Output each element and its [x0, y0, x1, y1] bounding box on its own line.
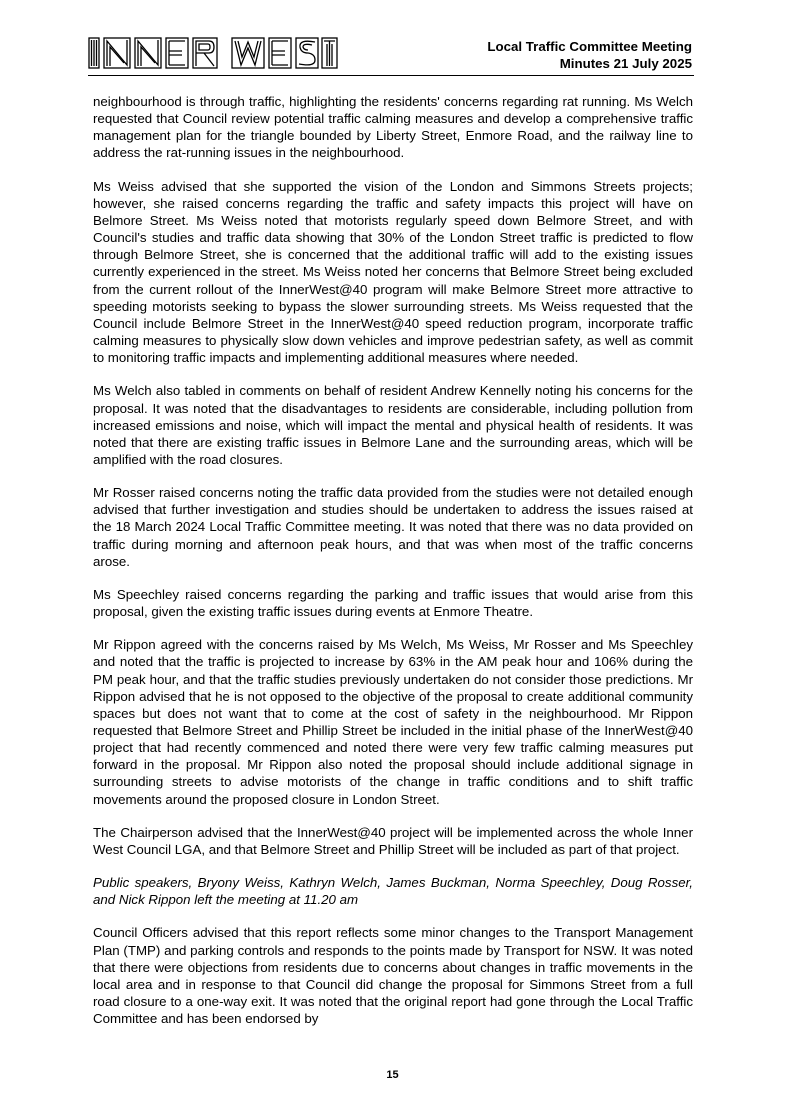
header-meeting-info	[487, 38, 692, 72]
page-header	[0, 0, 785, 80]
header-divider	[88, 75, 694, 76]
paragraph: Mr Rosser raised concerns noting the traffic data provided from the studies were not detailed enough advised that further investigation and studies should be undertaken to address the issues raised at the 18 March 2024 Local Traffic Committee meeting. It was noted that there was no data provided on traffic during morning and afternoon peak hours, and that was when most of the traffic concerns arose.	[93, 485, 693, 569]
paragraph: neighbourhood is through traffic, highlighting the residents' concerns regarding rat running. Ms Welch requested that Council review potential traffic calming measures and develop a comprehensive traffic management plan for the triangle bounded by Liberty Street, Enmore Road, and the railway line to address the rat-running issues in the neighbourhood.	[93, 94, 693, 161]
paragraph: Ms Speechley raised concerns regarding the parking and traffic issues that would arise from this proposal, given the existing traffic issues during events at Enmore Theatre.	[93, 586, 693, 620]
inner-west-logo	[88, 36, 338, 70]
logo-graphic	[88, 36, 338, 70]
italic-note-paragraph: Public speakers, Bryony Weiss, Kathryn Welch, James Buckman, Norma Speechley, Doug Rosser, and Nick Rippon left the meeting at 11.20 am	[93, 875, 693, 908]
paragraph: Mr Rippon agreed with the concerns raised by Ms Welch, Ms Weiss, Mr Rosser and Ms Speechley and noted that the traffic is projected to increase by 63% in the AM peak hour and 106% during the PM peak hour, and that the traffic studies previously undertaken do not consider those predictions. Mr Rippon advised that he is not opposed to the objective of the proposal to create additional community spaces but does not want that to come at the cost of safety in the neighbourhood. Mr Rippon requested that Belmore Street and Phillip Street be included in the initial phase of the InnerWest@40 project that had recently commenced and noted there were very few traffic calming measures put forward in the proposal. Mr Rippon also noted the proposal should include additional signage in surrounding streets to advise motorists of the change in traffic conditions and to shift traffic movements around the proposed closure in London Street.	[93, 637, 693, 807]
paragraph: Council Officers advised that this report reflects some minor changes to the Transport Management Plan (TMP) and parking controls and responds to the points made by Transport for NSW. It was noted that there were objections from residents due to concerns about changes in traffic movements in the local area and in response to that Council did change the proposal for Simmons Street from a full road closure to a one-way exit. It was noted that the original report had gone through the Local Traffic Committee and has been endorsed by	[93, 925, 693, 1027]
paragraph: Ms Weiss advised that she supported the vision of the London and Simmons Streets projects; however, she raised concerns regarding the traffic and safety impacts this project will have on Belmore Street. Ms Weiss noted that motorists regularly speed down Belmore Street, and with Council's studies and traffic data showing that 30% of the London Street traffic is predicted to flow through Belmore Street, she is concerned that the additional traffic will add to the existing issues currently experienced in the street. Ms Weiss noted her concerns that Belmore Street being excluded from the current rollout of the InnerWest@40 program will make Belmore Street more attractive to speeding motorists seeking to bypass the slower surrounding streets. Ms Weiss requested that the Council include Belmore Street in the InnerWest@40 speed reduction program, incorporate traffic calming measures to physically slow down vehicles and improve pedestrian safety, as well as commit to monitoring traffic impacts and implementing additional measures where needed.	[93, 178, 693, 366]
document-body	[93, 93, 693, 1043]
header-subtitle: Minutes 21 July 2025	[559, 56, 692, 71]
header-title: Local Traffic Committee Meeting	[487, 39, 692, 54]
paragraph: The Chairperson advised that the InnerWest@40 project will be implemented across the whole Inner West Council LGA, and that Belmore Street and Phillip Street will be included as part of that project.	[93, 824, 693, 857]
paragraph: Ms Welch also tabled in comments on behalf of resident Andrew Kennelly noting his concerns for the proposal. It was noted that the disadvantages to residents are considerable, including pollution from increased emissions and noise, which will impact the mental and physical health of residents. It was noted that there are existing traffic issues in Belmore Lane and the surrounding areas, which will be amplified with the road closures.	[93, 383, 693, 467]
page-number: 15	[386, 1069, 399, 1081]
